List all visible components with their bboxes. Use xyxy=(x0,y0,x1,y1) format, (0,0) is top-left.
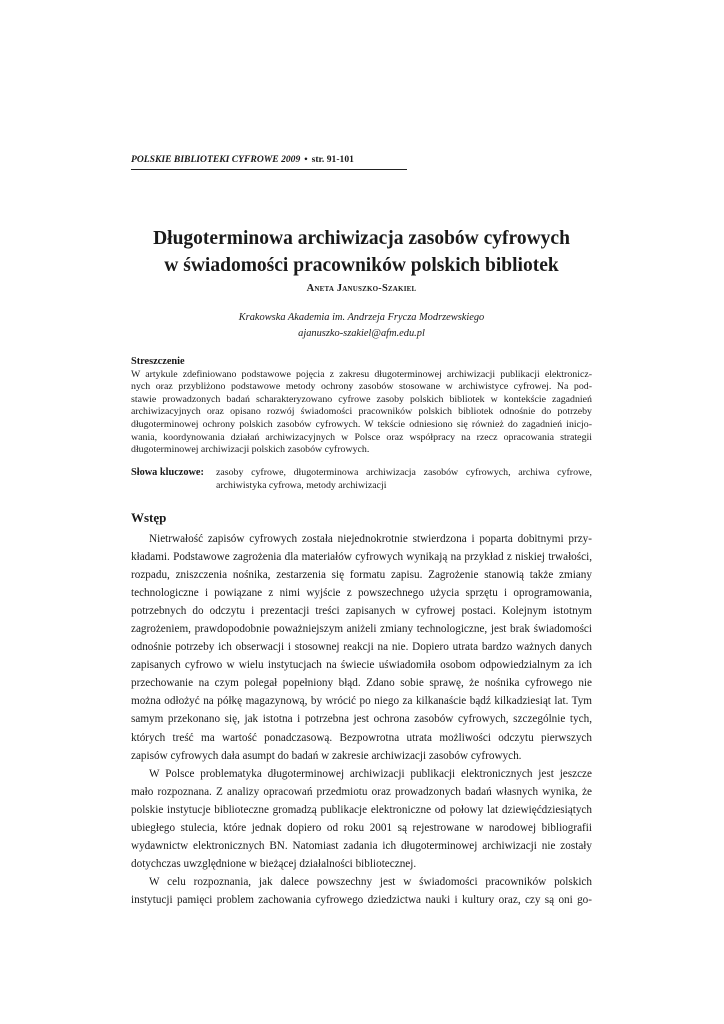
abstract xyxy=(131,356,592,457)
body-line: mało rozpoznana. Z analizy opracowań przedmiotu oraz prowadzonych badań własnych wynika, że xyxy=(131,785,592,798)
keywords-label: Słowa kluczowe: xyxy=(131,467,204,478)
title-line-1: Długoterminowa archiwizacja zasobów cyfrowych xyxy=(153,228,570,249)
body-line: zapisów cyfrowych dała asumpt do badań w zakresie archiwizacji zasobów cyfrowych. xyxy=(131,749,522,762)
abstract-line: archiwizacyjnych oraz opisano rozwój świadomości pracowników polskich bibliotek odnośnie do potrzeby xyxy=(131,406,592,418)
body-line: dotychczas uwzględnione w bieżącej działalności bibliotecznej. xyxy=(131,857,417,870)
body-line: wydawnictw elektronicznych BN. Natomiast zadania ich długoterminowej archiwizacji nie zostały xyxy=(131,839,592,852)
body-line: polskie instytucje biblioteczne gromadzą publikacje elektroniczne od połowy lat dziewięćdziesiątych xyxy=(131,803,592,816)
body-line: przechowanie na czym polegał popełniony błąd. Zdano sobie sprawę, że nośnika cyfrowego nie xyxy=(131,677,592,690)
body-line: których treść ma wartość ponadczasową. Bezpowrotna utrata możliwości odczytu pierwszych xyxy=(131,731,592,744)
body-line: W celu rozpoznania, jak dalece powszechny jest w świadomości pracowników polskich xyxy=(149,875,592,888)
author-email: ajanuszko-szakiel@afm.edu.pl xyxy=(298,328,425,339)
keywords-line-2: archiwistyka cyfrowa, metody archiwizacji xyxy=(216,480,387,491)
paper-title xyxy=(131,225,592,279)
body-line: odnośnie potrzeby ich obserwacji i stosownej reakcji na nie. Dopiero utrata bardzo ważnych danych xyxy=(131,641,592,654)
keywords-list xyxy=(216,466,592,492)
body-line: można odłożyć na półkę magazynową, by wrócić po niego za kilkanaście bądź kilkadziesiąt lat. Tym xyxy=(131,695,592,708)
abstract-line: długoterminowej ochrony polskich zasobów cyfrowych. W tekście odniesiono się również do zagadnień inicjo- xyxy=(131,418,592,430)
page-range: str. 91-101 xyxy=(311,154,354,165)
body-line: zapisanych cyfrowo w wielu instytucjach na świecie uświadomiła osobom odpowiedzialnym za ich xyxy=(131,659,592,672)
journal-name: POLSKIE BIBLIOTEKI CYFROWE 2009 xyxy=(131,154,301,165)
body-line: potrzebnych do odczytu i prezentacji treści zapisanych w cyfrowej postaci. Kolejnym istotnym xyxy=(131,605,592,618)
author-name: Aneta Januszko-Szakiel xyxy=(306,283,417,294)
abstract-line: stawie prowadzonych badań scharakteryzowano cyfrowe zasoby polskich bibliotek w kontekście zagadnień xyxy=(131,393,592,405)
body-line: W Polsce problematyka długoterminowej archiwizacji publikacji elektronicznych jest jeszcze xyxy=(149,767,592,780)
abstract-line: wania, koordynowania działań archiwizacyjnych w Polsce oraz współpracy na rzecz opracowania strategii xyxy=(131,431,592,443)
affiliation: Krakowska Akademia im. Andrzeja Frycza Modrzewskiego xyxy=(238,312,485,323)
body-text xyxy=(131,530,592,909)
section-heading: Wstęp xyxy=(131,510,167,525)
running-header xyxy=(131,154,407,170)
abstract-label: Streszczenie xyxy=(131,356,185,367)
body-line: samym przekonano się, jak istotna i potrzebna jest ochrona zasobów cyfrowych, szczególnie tych, xyxy=(131,713,592,726)
title-line-2: w świadomości pracowników polskich bibliotek xyxy=(164,255,559,276)
body-line: instytucji pamięci problem zachowania cyfrowego dziedzictwa nauki i kultury oraz, czy są oni go- xyxy=(131,893,592,906)
body-line: zagrożeniem, prawdopodobnie poważniejszym aniżeli zmiany technologiczne, jest brak świadomości xyxy=(131,623,592,636)
abstract-line: W artykule zdefiniowano podstawowe pojęcia z zakresu długoterminowej archiwizacji publikacji elektronicz- xyxy=(131,368,592,380)
header-separator: • xyxy=(304,154,308,165)
body-line: kładami. Podstawowe zagrożenia dla materiałów cyfrowych wynikają na przykład z niskiej trwałości, xyxy=(131,551,592,564)
body-line: rozpadu, zniszczenia nośnika, zestarzenia się formatu zapisu. Zagrożenie stanowią także zmiany xyxy=(131,569,592,582)
abstract-line: nych oraz przybliżono podstawowe metody ochrony zasobów stosowane w archiwistyce cyfrowej. Na pod- xyxy=(131,381,592,393)
body-line: ubiegłego stulecia, które jednak dopiero od roku 2001 są rejestrowane w narodowej bibliografii xyxy=(131,821,592,834)
body-line: Nietrwałość zapisów cyfrowych została niejednokrotnie stwierdzona i poparta dobitnymi przy- xyxy=(149,533,592,545)
keywords-line-1: zasoby cyfrowe, długoterminowa archiwizacja zasobów cyfrowych, archiwa cyfrowe, xyxy=(216,467,592,478)
affiliation-block xyxy=(131,310,592,342)
abstract-line: długoterminowej archiwizacji polskich zasobów cyfrowych. xyxy=(131,444,370,456)
body-line: technologiczne i powiązane z nimi wyjście z powszechnego użycia sprzętu i oprogramowania, xyxy=(131,587,592,600)
